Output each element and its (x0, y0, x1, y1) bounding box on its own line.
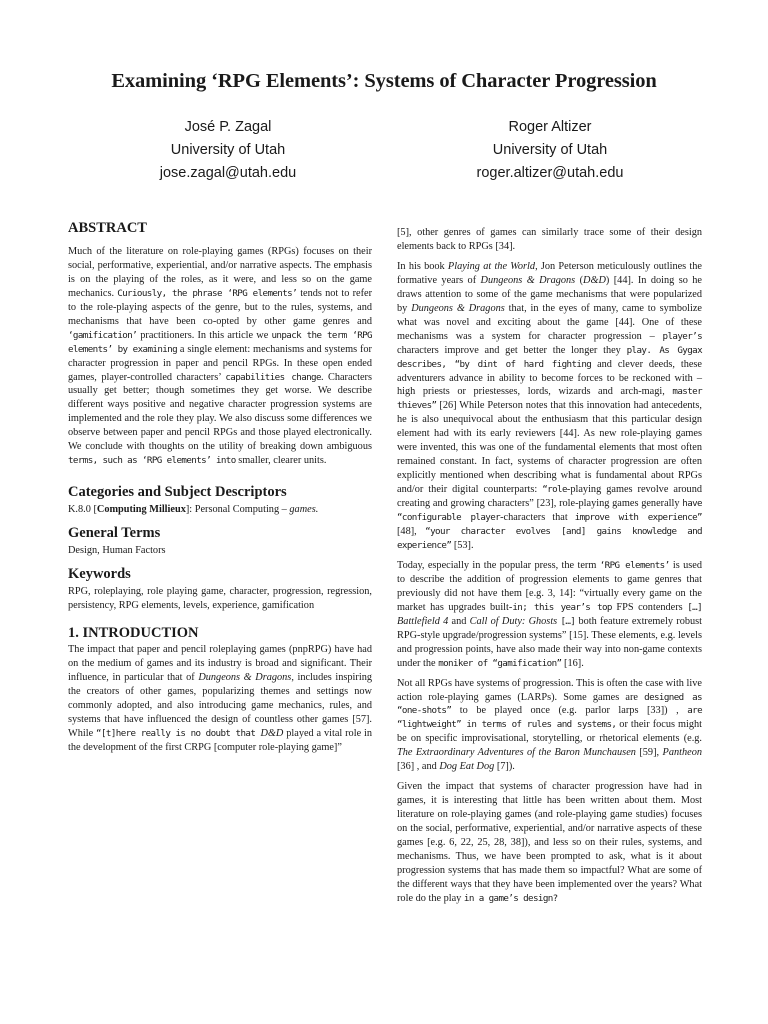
introduction-heading: 1. INTRODUCTION (68, 624, 199, 641)
author-name: José P. Zagal (184, 119, 272, 135)
body-paragraph: In his book Playing at the World, Jon Peterson meticulously outlines the formative years of Dungeons & Dragons (D&D) [44]. In doing so he draws attention to some of the game mechanisms that were popularized by Dungeons & Dragons that, in the eyes of many, came to symbolize what was novel and exciting about the game [44]. One of these mechanisms was a system for character progression – player’s characters improve and get better the longer they play. As Gygax describes, “by dint of hard fighting and clever deeds, these adventurers advance in ability to become forces to be reckoned with – high priests or priestesses, lords, wizards and arch-magi, master thieves” [26] While Peterson notes that this innovation had antecedents, he is also unequivocal about the enthusiasm that this particular design element had with its early reviewers [44]. As new role-playing games were invented, this was one of the fundamental elements that most often remained constant. In fact, systems of character progression are often explicitly mentioned when describing what is fundamental about RPGs and/or their digital counterparts: “role-playing games revolve around creating and growing characters” [23], role-playing games generally have “configurable player-characters that improve with experience” [48], “your character evolves [and] gains knowledge and experience” [53]. (397, 260, 702, 551)
body-paragraph: Today, especially in the popular press, the term ‘RPG elements’ is used to describe the addition of progression elements to game genres that previously did not have them [e.g. 3, 14]: “virtually every game on the market has upgrades built-in; this year’s top FPS contenders […] Battlefield 4 and Call of Duty: Ghosts […] both feature extremely robust RPG-style upgrade/progression systems” [15]. These elements, e.g. levels and progression points, have also made their way into non-game contexts under the moniker of “gamification” [16]. (397, 559, 703, 669)
author-block-2 (420, 116, 680, 185)
categories-text: K.8.0 [Computing Millieux]: Personal Computing – games. (68, 504, 319, 516)
introduction-paragraph: The impact that paper and pencil roleplaying games (pnpRPG) have had on the medium of games and its industry is broad and significant. Their influence, in particular that of Dungeons & Dragons, includes inspiring the creators of other games, popularizing themes and settings now commonly adopted, and also introducing game mechanics, rules, and systems that have influenced the design of countless other games [57]. While “[t]here really is no doubt that D&D played a vital role in the development of the first CRPG [computer role-playing game]” (68, 643, 373, 753)
abstract-paragraph: Much of the literature on role-playing games (RPGs) focuses on their social, performative, experiential, and/or narrative aspects. The emphasis is on the playing of the roles, as it were, and less so on the game mechanics. Curiously, the phrase ‘RPG elements’ tends not to refer to the role-playing aspects of the genre, but to the rules, systems, and mechanisms that have been co-opted by other game genres and ‘gamification’ practitioners. In this article we unpack the term ‘RPG elements’ by examining a single element: mechanisms and systems for character progression in paper and pencil RPGs. In these open ended games, player-controlled characters’ capabilities change. Characters usually get better; though sometimes they get worse. We describe different ways positive and negative character progression systems are implemented and the role they play. We also discuss some differences we observe between paper and pencil RPGs and those played electronically. We conclude with thoughts on the utility of breaking down ambiguous terms, such as ‘RPG elements’ into smaller, clearer units. (68, 245, 372, 467)
author-email: roger.altizer@utah.edu (476, 165, 624, 181)
author-affiliation: University of Utah (170, 142, 286, 158)
paper-title: Examining ‘RPG Elements’: Systems of Character Progression (111, 70, 657, 92)
general-terms-heading: General Terms (68, 525, 161, 542)
author-name: Roger Altizer (508, 119, 592, 135)
left-column (68, 222, 372, 760)
author-email: jose.zagal@utah.edu (159, 165, 297, 181)
body-paragraph: [5], other genres of games can similarly trace some of their design elements back to RPGs [34]. (397, 227, 702, 252)
categories-heading: Categories and Subject Descriptors (68, 484, 287, 501)
general-terms-text: Design, Human Factors (68, 545, 166, 557)
abstract-heading: ABSTRACT (68, 220, 147, 236)
body-paragraph: Not all RPGs have systems of progression. This is often the case with live action role-playing games (LARPs). Some games are designed as “one-shots” to be played once (e.g. parlor larps [33]) , are “lightweight” in terms of rules and systems, or their focus might be on specific improvisational, storytelling, or rhetorical elements (e.g. The Extraordinary Adventures of the Baron Munchausen [59], Pantheon [36] , and Dog Eat Dog [7]). (397, 677, 702, 773)
author-affiliation: University of Utah (492, 142, 608, 158)
keywords-heading: Keywords (68, 566, 131, 583)
body-paragraph: Given the impact that systems of character progression have had in games, it is interesting that little has been written about them. Most literature on role-playing games (and role-playing game studies) focuses on the social, performative, experiential, and/or narrative aspects of these games [e.g. 6, 22, 25, 28, 38]), and less so on their rules, systems, and mechanisms. Thus, we have been prompted to ask, what is it about progression systems that has made them so impactful? What are some of the different ways that they have been implemented over the years? What role do the play in a game’s design? (397, 781, 702, 904)
right-column (397, 226, 702, 912)
author-block-1 (98, 116, 358, 185)
keywords-text: RPG, roleplaying, role playing game, character, progression, regression, persistency, RPG elements, levels, experience, gamification (68, 585, 372, 611)
